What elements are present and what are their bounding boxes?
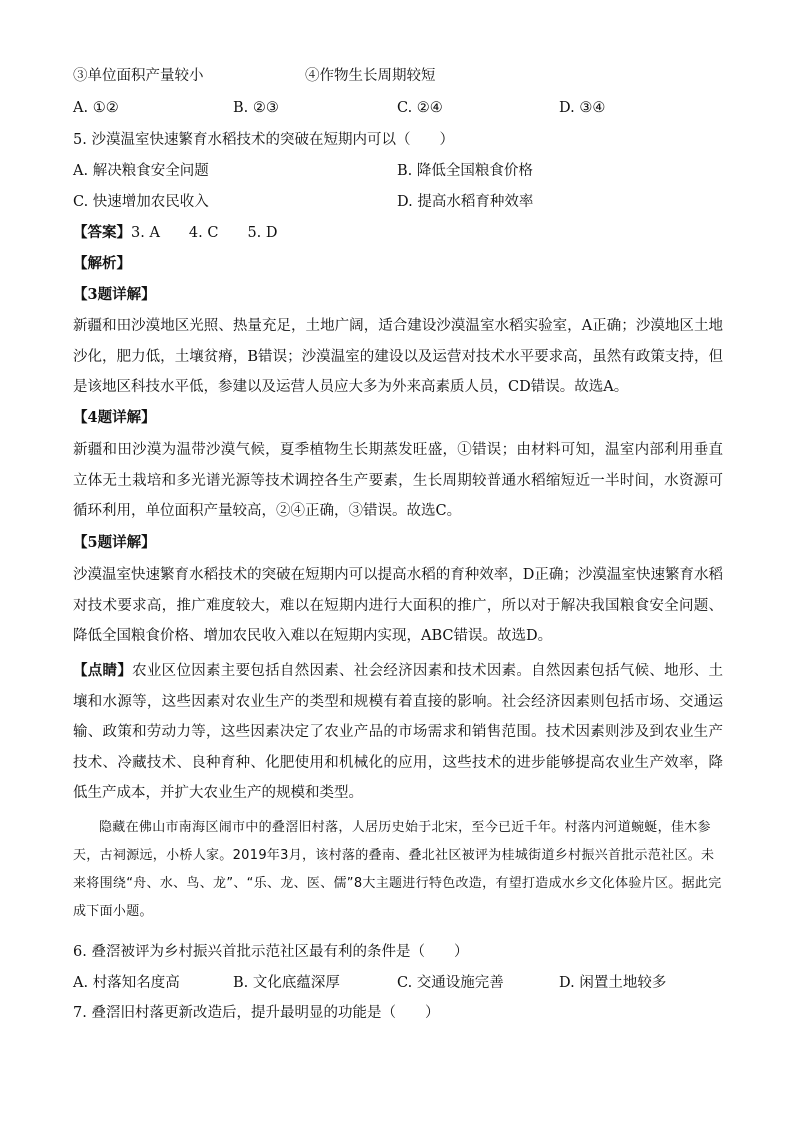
q3-detail-title: 【3题详解】 — [73, 286, 156, 303]
reading-passage: 隐藏在佛山市南海区闹市中的叠滘旧村落，人居历史始于北宋，至今已近千年。村落内河道蜿蜒，佳木参天，古祠源远，小桥人家。2019年3月，该村落的叠南、叠北社区被评为桂城街道乡村振兴首批示范社区。未来将围绕“舟、水、鸟、龙”、“乐、龙、医、儒”8大主题进行特色改造，有望打造成水乡文化体验片区。据此完成下面小题。 — [73, 820, 722, 919]
q6-stem: 6. 叠滘被评为乡村振兴首批示范社区最有利的条件是（ ） — [73, 944, 469, 960]
q5-choice-b: B. 降低全国粮食价格 — [397, 163, 533, 179]
q6-choice-c: C. 交通设施完善 — [397, 975, 504, 991]
q4-choice-c: C. ②④ — [397, 100, 443, 116]
q4-detail-body: 新疆和田沙漠为温带沙漠气候，夏季植物生长期蒸发旺盛，①错误；由材料可知，温室内部利用垂直立体无土栽培和多光谱光源等技术调控各生产要素，生长周期较普通水稻缩短近一半时间，水资源可循环利用，单位面积产量较高，②④正确，③错误。故选C。 — [73, 442, 723, 519]
q5-choice-d: D. 提高水稻育种效率 — [397, 194, 534, 210]
tips-body: 农业区位因素主要包括自然因素、社会经济因素和技术因素。自然因素包括气候、地形、土壤和水源等，这些因素对农业生产的类型和规模有着直接的影响。社会经济因素则包括市场、交通运输、政策和劳动力等，这些因素决定了农业产品的市场需求和销售范围。技术因素则涉及到农业生产技术、冷藏技术、良种育种、化肥使用和机械化的应用，这些技术的进步能够提高农业生产效率，降低生产成本，并扩大农业生产的规模和类型。 — [73, 663, 724, 801]
tips-label: 【点睛】 — [73, 662, 133, 679]
q4-choice-d: D. ③④ — [559, 100, 606, 116]
q4-choice-a: A. ①② — [73, 100, 119, 116]
q3-detail-body: 新疆和田沙漠地区光照、热量充足，土地广阔，适合建设沙漠温室水稻实验室，A正确；沙漠地区土地沙化，肥力低，土壤贫瘠，B错误；沙漠温室的建设以及运营对技术水平要求高，虽然有政策支持，但是该地区科技水平低，参建以及运营人员应大多为外来高素质人员，CD错误。故选A。 — [73, 318, 723, 395]
answer-text: 3. A 4. C 5. D — [131, 225, 278, 241]
tips-block — [73, 656, 723, 809]
q4-option-3: ③单位面积产量较小 — [73, 68, 204, 84]
answer-line — [73, 223, 278, 243]
q4-choice-b: B. ②③ — [233, 100, 279, 116]
analysis-label: 【解析】 — [73, 255, 131, 272]
q6-choice-b: B. 文化底蕴深厚 — [233, 975, 340, 991]
q4-option-4: ④作物生长周期较短 — [305, 68, 436, 84]
q5-choice-c: C. 快速增加农民收入 — [73, 194, 209, 210]
q4-detail-title: 【4题详解】 — [73, 409, 156, 426]
q5-choice-a: A. 解决粮食安全问题 — [73, 163, 209, 179]
q5-detail-title: 【5题详解】 — [73, 534, 156, 551]
q7-stem: 7. 叠滘旧村落更新改造后，提升最明显的功能是（ ） — [73, 1005, 440, 1021]
q6-choice-a: A. 村落知名度高 — [73, 975, 180, 991]
q5-detail-body: 沙漠温室快速繁育水稻技术的突破在短期内可以提高水稻的育种效率，D正确；沙漠温室快速繁育水稻对技术要求高，推广难度较大，难以在短期内进行大面积的推广，所以对于解决我国粮食安全问题、降低全国粮食价格、增加农民收入难以在短期内实现，ABC错误。故选D。 — [73, 567, 723, 644]
q6-choice-d: D. 闲置土地较多 — [559, 975, 667, 991]
q5-stem: 5. 沙漠温室快速繁育水稻技术的突破在短期内可以（ ） — [73, 132, 454, 148]
answer-label: 【答案】 — [73, 224, 131, 241]
